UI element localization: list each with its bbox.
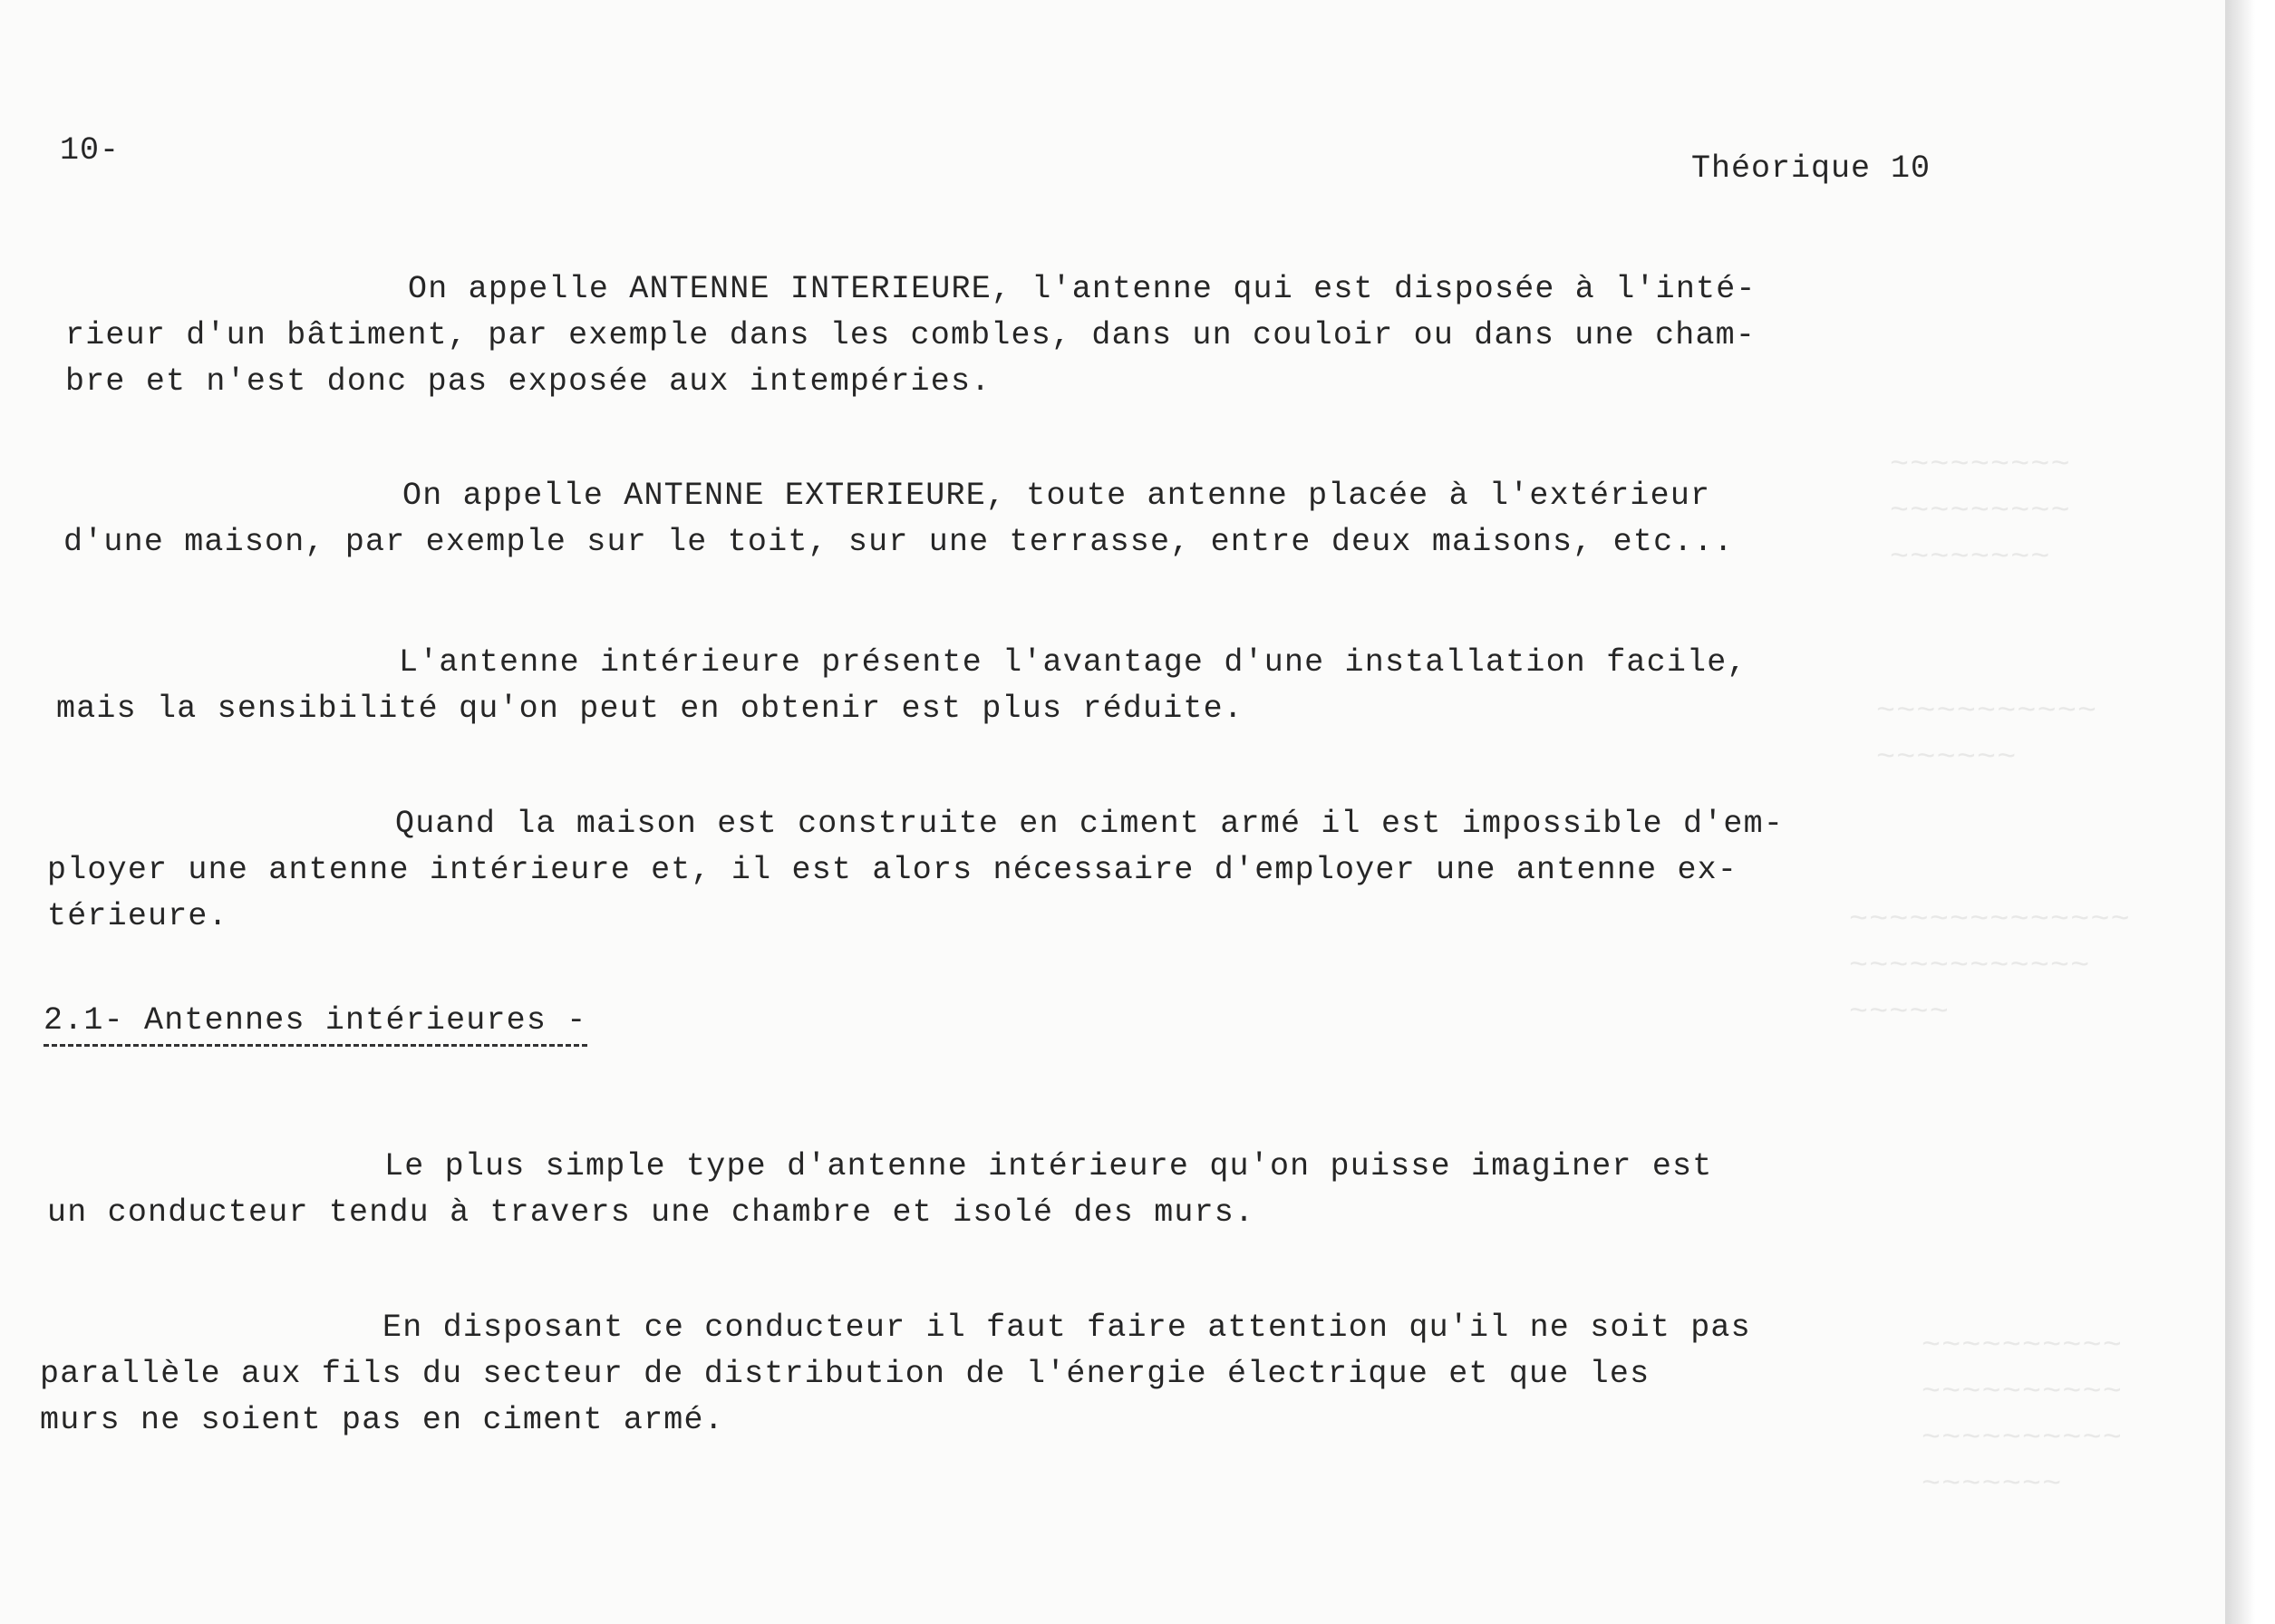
text-line: mais la sensibilité qu'on peut en obtenir est plus réduite. xyxy=(56,691,1244,727)
text-line: un conducteur tendu à travers une chambre et isolé des murs. xyxy=(47,1194,1255,1231)
show-through-text: ~~~~~~~~~~~ ~~~~~~~ xyxy=(1876,693,2098,776)
text-line: ployer une antenne intérieure et, il est alors nécessaire d'employer une antenne ex- xyxy=(47,852,1738,888)
show-through-text: ~~~~~~~~~ ~~~~~~~~~ ~~~~~~~~ xyxy=(1890,447,2071,575)
text-line: térieure. xyxy=(47,898,228,934)
paragraph-conducteur-tendu xyxy=(47,1144,1712,1236)
paragraph-attention xyxy=(40,1305,1751,1444)
show-through-text: ~~~~~~~~~~ ~~~~~~~~~~ ~~~~~~~~~~ ~~~~~~~ xyxy=(1922,1328,2124,1503)
paragraph-ciment-arme xyxy=(47,801,1784,940)
text-line: On appelle ANTENNE INTERIEURE, l'antenne qui est disposée à l'inté- xyxy=(408,271,1757,307)
paragraph-avantage xyxy=(56,640,1747,732)
text-line: En disposant ce conducteur il faut faire attention qu'il ne soit pas xyxy=(382,1310,1751,1346)
page-number: 10- xyxy=(60,132,121,169)
text-line: L'antenne intérieure présente l'avantage d'une installation facile, xyxy=(399,644,1747,681)
text-line: bre et n'est donc pas exposée aux intempéries. xyxy=(65,363,992,400)
show-through-text: ~~~~~~~~~~~~~~ ~~~~~~~~~~~~ ~~~~~ xyxy=(1849,902,2131,1030)
text-line: Le plus simple type d'antenne intérieure qu'on puisse imaginer est xyxy=(384,1148,1713,1184)
text-line: parallèle aux fils du secteur de distribution de l'énergie électrique et que les xyxy=(40,1356,1651,1392)
paragraph-antenne-exterieure xyxy=(63,473,1734,566)
text-line: rieur d'un bâtiment, par exemple dans les combles, dans un couloir ou dans une cham- xyxy=(65,317,1757,353)
text-line: On appelle ANTENNE EXTERIEURE, toute antenne placée à l'extérieur xyxy=(402,478,1711,514)
scan-edge xyxy=(2225,0,2275,1624)
text-line: Quand la maison est construite en ciment armé il est impossible d'em- xyxy=(395,806,1785,842)
running-head: Théorique 10 xyxy=(1691,150,1931,187)
text-line: murs ne soient pas en ciment armé. xyxy=(40,1402,724,1438)
text-line: d'une maison, par exemple sur le toit, sur une terrasse, entre deux maisons, etc... xyxy=(63,524,1734,560)
paragraph-antenne-interieure xyxy=(65,266,1757,405)
section-heading: 2.1- Antennes intérieures - xyxy=(44,1002,587,1047)
